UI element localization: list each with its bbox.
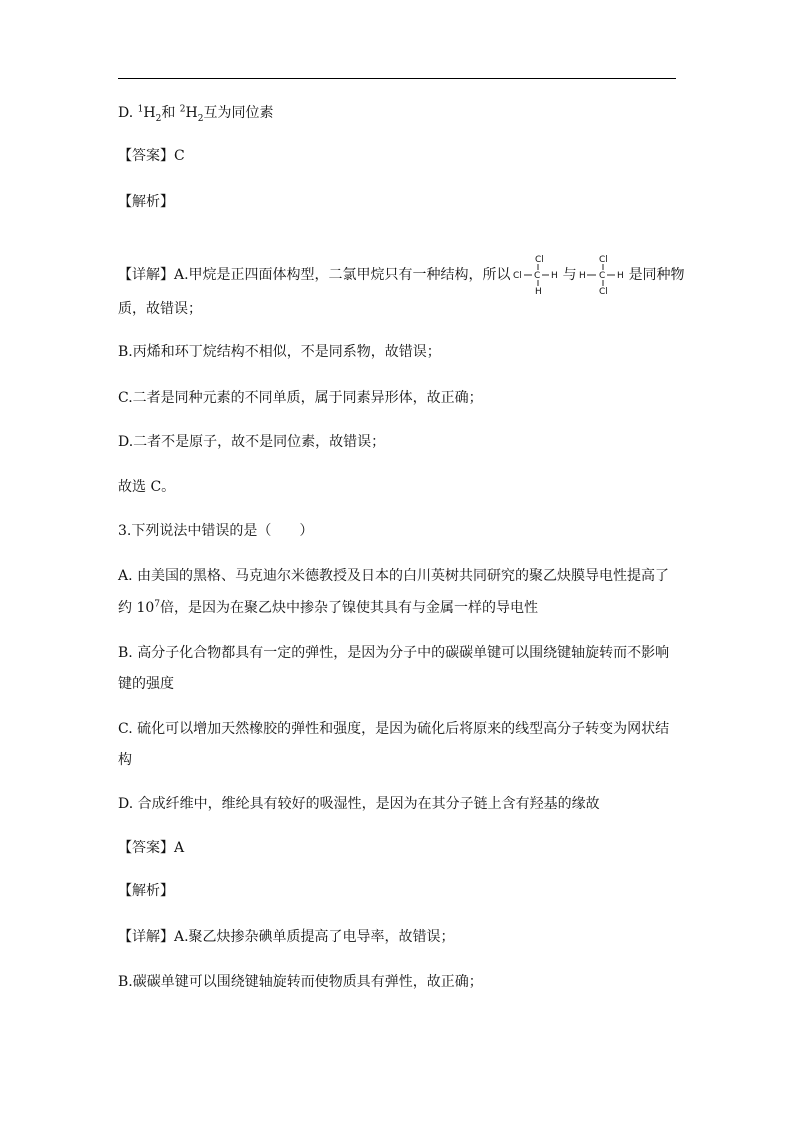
q3-detail-b: B.碳碳单键可以围绕键轴旋转而使物质具有弹性，故正确； bbox=[118, 974, 483, 990]
svg-text:Cl: Cl bbox=[534, 255, 544, 265]
svg-text:Cl: Cl bbox=[512, 271, 522, 281]
q3-option-c-line1: C. 硫化可以增加天然橡胶的弹性和强度，是因为硫化后将原来的线型高分子转变为网状结 bbox=[118, 721, 670, 737]
q3-option-b-line2: 键的强度 bbox=[118, 676, 174, 692]
q2-answer: 【答案】C bbox=[118, 148, 185, 164]
q2-analysis-label: 【解析】 bbox=[118, 194, 174, 210]
q2-conclusion: 故选 C。 bbox=[118, 479, 176, 495]
q3-answer: 【答案】A bbox=[118, 840, 185, 856]
q2-detail-a: 【详解】A.甲烷是正四面体构型，二氯甲烷只有一种结构，所以 Cl Cl C H H 与 Cl H C H Cl 是同种物 bbox=[118, 255, 685, 297]
structure-dichloromethane-1 bbox=[513, 253, 561, 297]
svg-text:H: H bbox=[534, 287, 542, 297]
q3-option-a-line2: 约 $10^7$倍，是因为在聚乙炔中掺杂了镍使其具有与金属一样的导电性 bbox=[118, 599, 538, 616]
q3-option-a-line1: A. 由美国的黑格、马克迪尔米德教授及日本的白川英树共同研究的聚乙炔膜导电性提高了 bbox=[118, 568, 670, 584]
svg-text:Cl: Cl bbox=[598, 255, 608, 265]
q3-detail-a: 【详解】A.聚乙炔掺杂碘单质提高了电导率，故错误； bbox=[118, 929, 455, 945]
q2-detail-a-cont: 质，故错误； bbox=[118, 301, 202, 317]
svg-text:H: H bbox=[550, 271, 558, 281]
q3-option-d: D. 合成纤维中，维纶具有较好的吸湿性，是因为在其分子链上含有羟基的缘故 bbox=[118, 796, 600, 812]
option-d-line: D. $^1H_2$和 $^2H_2$互为同位素 bbox=[118, 104, 274, 124]
svg-text:H: H bbox=[616, 271, 624, 281]
structure-dichloromethane-2 bbox=[579, 253, 627, 297]
svg-text:C: C bbox=[598, 271, 605, 281]
q3-stem: 3.下列说法中错误的是（ ） bbox=[118, 523, 314, 539]
svg-text:H: H bbox=[578, 271, 586, 281]
q2-detail-c: C.二者是同种元素的不同单质，属于同素异形体，故正确； bbox=[118, 390, 483, 406]
header-rule bbox=[118, 78, 676, 79]
q2-detail-d: D.二者不是原子，故不是同位素，故错误； bbox=[118, 434, 386, 450]
q3-option-b-line1: B. 高分子化合物都具有一定的弹性，是因为分子中的碳碳单键可以围绕键轴旋转而不影响 bbox=[118, 645, 670, 661]
q3-analysis-label: 【解析】 bbox=[118, 883, 174, 899]
svg-text:C: C bbox=[533, 271, 540, 281]
q2-detail-b: B.丙烯和环丁烷结构不相似，不是同系物，故错误； bbox=[118, 344, 441, 360]
q3-option-c-line2: 构 bbox=[118, 752, 132, 768]
svg-text:Cl: Cl bbox=[598, 287, 608, 297]
